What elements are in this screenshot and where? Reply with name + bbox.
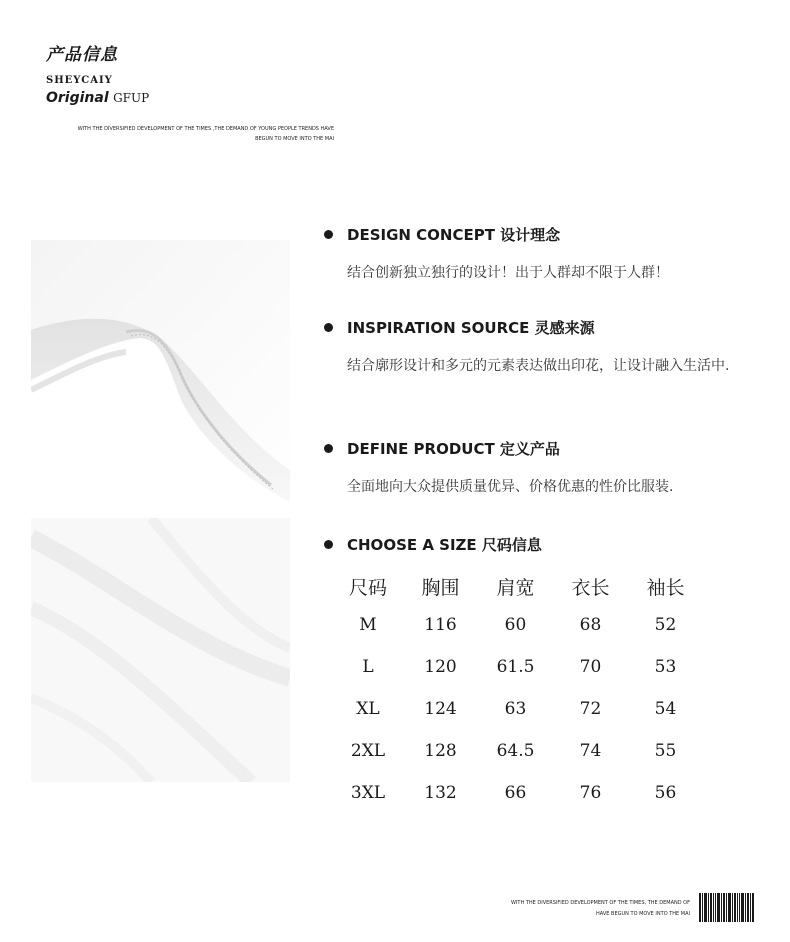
- table-cell: M: [359, 615, 377, 635]
- table-cell: 76: [579, 783, 602, 803]
- table-cell: 56: [654, 783, 677, 803]
- section-title: INSPIRATION SOURCE 灵感来源: [347, 319, 595, 337]
- barcode-icon: [699, 893, 754, 922]
- column-header: 袖长: [646, 576, 685, 599]
- table-row: [333, 730, 703, 772]
- size-chart-table: [333, 568, 703, 814]
- fabric-texture-photo: [31, 518, 290, 782]
- table-cell: 52: [654, 615, 677, 635]
- product-info-header: [46, 40, 149, 106]
- tagline-line: BEGUN TO MOVE INTO THE MAI: [255, 136, 334, 142]
- original-bold-text: Original: [46, 90, 109, 106]
- design-concept-section: [324, 224, 744, 287]
- bullet-dot-icon: [324, 540, 333, 549]
- table-cell: 72: [579, 699, 602, 719]
- section-title: DESIGN CONCEPT 设计理念: [347, 226, 561, 244]
- table-cell: L: [362, 657, 374, 677]
- table-cell: 64.5: [496, 741, 535, 761]
- table-cell: 3XL: [350, 783, 386, 803]
- table-cell: 2XL: [350, 741, 386, 761]
- table-cell: 53: [654, 657, 677, 677]
- table-cell: 55: [654, 741, 677, 761]
- table-header-row: [333, 568, 703, 604]
- define-product-section: [324, 438, 744, 501]
- table-cell: 66: [504, 783, 527, 803]
- table-row: [333, 604, 703, 646]
- section-description: 结合创新独立独行的设计！出于人群却不限于人群！: [347, 265, 669, 281]
- fabric-collar-image: [31, 240, 290, 512]
- table-cell: 120: [424, 657, 457, 677]
- column-header: 衣长: [571, 576, 610, 599]
- table-cell: 54: [654, 699, 677, 719]
- section-description: 结合廓形设计和多元的元素表达做出印花，让设计融入生活中.: [347, 358, 730, 374]
- section-heading: [324, 438, 744, 459]
- page-title: 产品信息: [46, 45, 118, 65]
- footer-line: HAVE BEGUN TO MOVE INTO THE MAI: [596, 911, 690, 917]
- fabric-collar-photo: [31, 240, 290, 512]
- section-title: CHOOSE A SIZE 尺码信息: [347, 536, 542, 554]
- table-cell: 132: [424, 783, 457, 803]
- brand-name: SHEYCAIY: [46, 75, 113, 86]
- footer-tagline: [480, 898, 690, 920]
- table-cell: 60: [504, 615, 527, 635]
- column-header: 尺码: [348, 576, 387, 599]
- table-cell: XL: [356, 699, 380, 719]
- choose-size-section: [324, 534, 744, 555]
- table-cell: 124: [424, 699, 457, 719]
- table-row: [333, 646, 703, 688]
- table-cell: 63: [504, 699, 527, 719]
- fabric-texture-image: [31, 518, 290, 782]
- section-description: 全面地向大众提供质量优异、价格优惠的性价比服装.: [347, 479, 674, 495]
- table-cell: 68: [579, 615, 602, 635]
- original-rest-text: GFUP: [113, 91, 150, 105]
- table-row: [333, 772, 703, 814]
- footer-line: WITH THE DIVERSIFIED DEVELOPMENT OF THE TIMES, THE DEMAND OF: [511, 900, 690, 906]
- bullet-dot-icon: [324, 444, 333, 453]
- bullet-dot-icon: [324, 323, 333, 332]
- section-title: DEFINE PRODUCT 定义产品: [347, 440, 560, 458]
- tagline-line: WITH THE DIVERSIFIED DEVELOPMENT OF THE TIMES ,THE DEMAND OF YOUNG PEOPLE TRENDS HAVE: [77, 126, 334, 132]
- table-cell: 116: [424, 615, 457, 635]
- section-heading: [324, 224, 744, 245]
- table-row: [333, 688, 703, 730]
- section-heading: [324, 534, 744, 555]
- inspiration-source-section: [324, 317, 744, 380]
- column-header: 胸围: [421, 576, 460, 599]
- bullet-dot-icon: [324, 230, 333, 239]
- original-label: [46, 90, 149, 106]
- table-cell: 61.5: [496, 657, 535, 677]
- table-cell: 70: [579, 657, 602, 677]
- header-tagline: [44, 124, 334, 144]
- table-cell: 128: [424, 741, 457, 761]
- section-heading: [324, 317, 744, 338]
- table-cell: 74: [579, 741, 602, 761]
- column-header: 肩宽: [496, 576, 535, 599]
